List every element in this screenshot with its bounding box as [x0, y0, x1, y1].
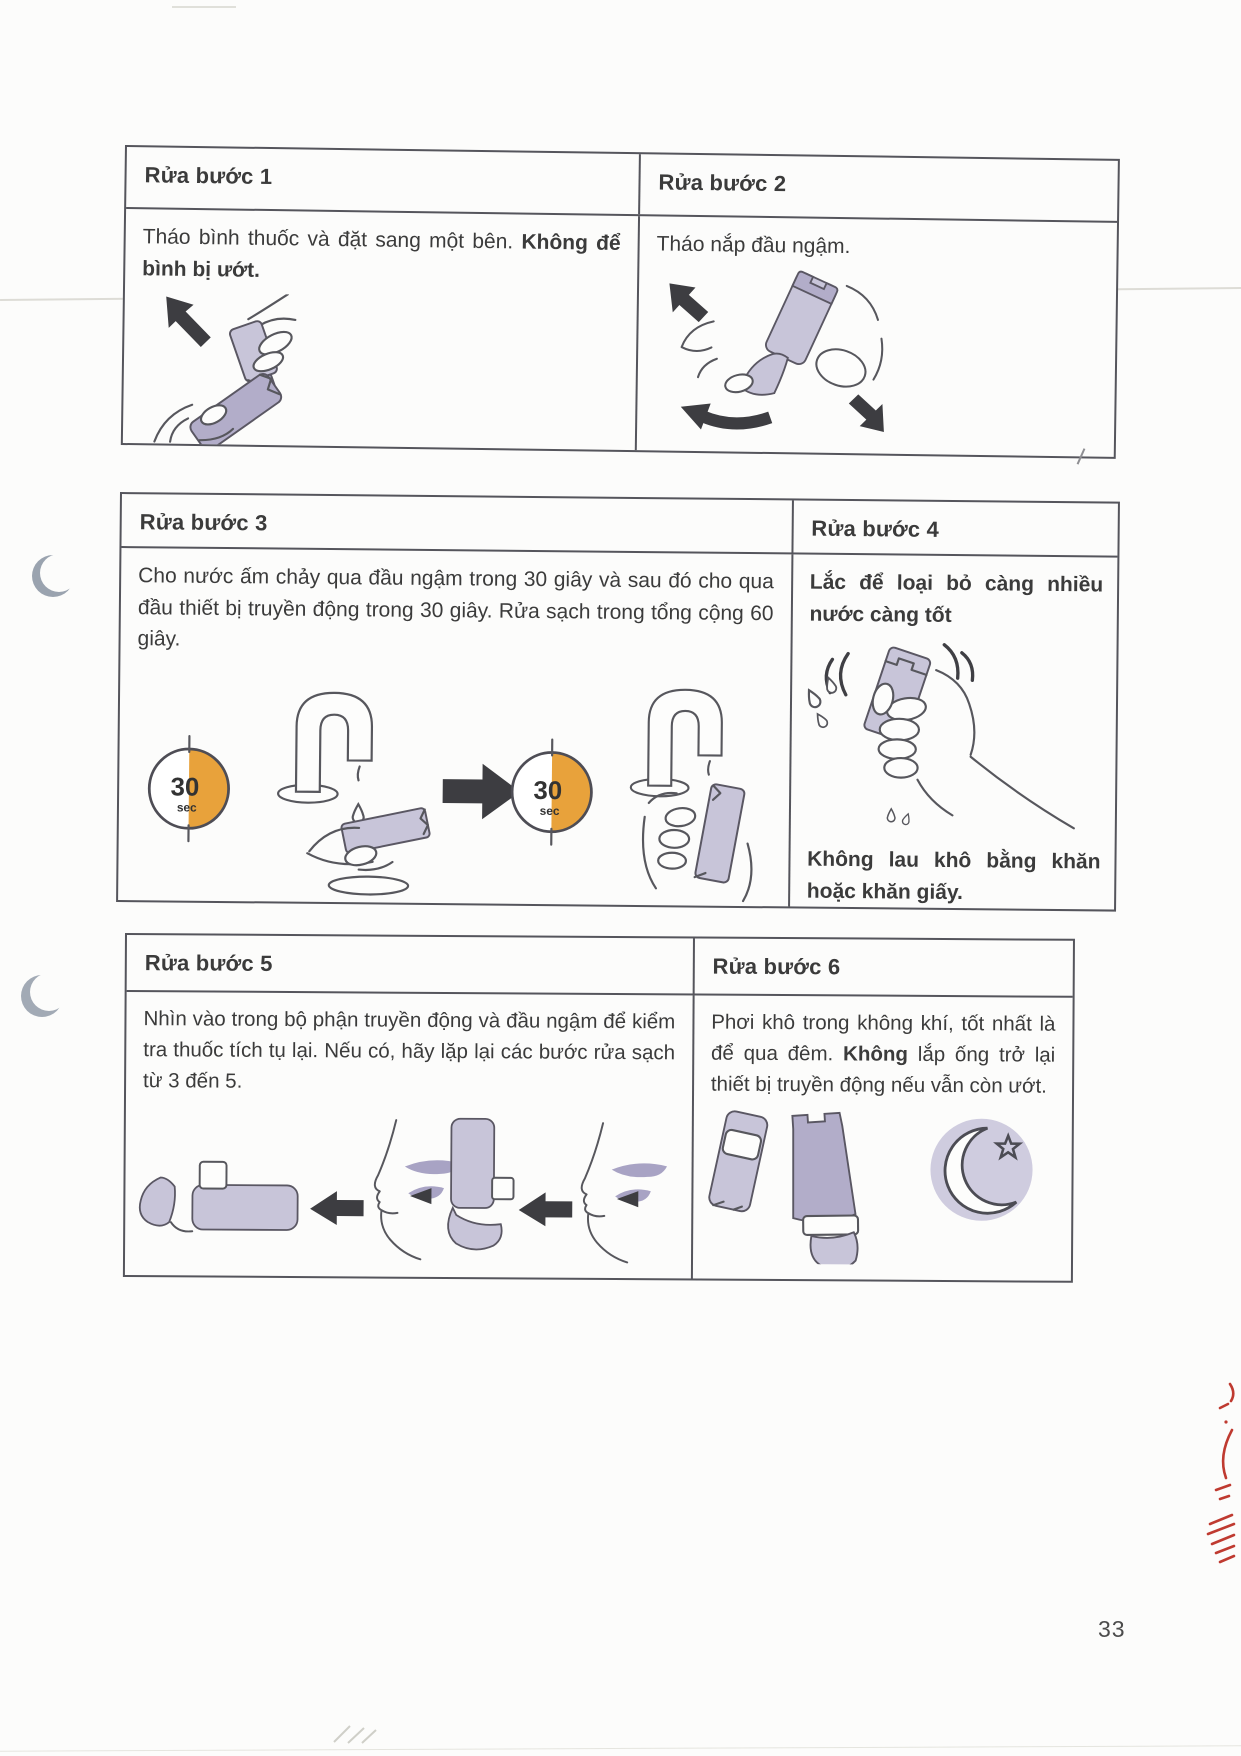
- actuator-with-open-cap: [140, 1162, 298, 1233]
- step-5-header: [127, 935, 695, 993]
- red-pen-scribble: [1206, 1378, 1241, 1578]
- shake-device-illustration: [794, 635, 1111, 834]
- step-6-cell: [693, 995, 1073, 1280]
- timer-30-sec-icon: [149, 735, 229, 841]
- scan-artifact-smudge: [330, 1722, 400, 1744]
- step-2-header: [640, 154, 1118, 221]
- step-6-text: Phơi khô trong không khí, tốt nhất là để qua đêm. Không lắp ống trở lại thiết bị truyền động nếu vẫn còn ướt.: [710, 1010, 1056, 1098]
- step-4-cell: [790, 554, 1118, 909]
- step-2-title: Rửa bước 2: [658, 169, 787, 197]
- hands-rinsing-actuator: [642, 782, 752, 900]
- next-arrow-icon: [442, 763, 520, 819]
- step-4-header: [793, 500, 1118, 555]
- step-5-cell: [125, 992, 695, 1278]
- svg-text:30: 30: [533, 776, 563, 805]
- overnight-moon-icon: [930, 1119, 1033, 1222]
- svg-text:30: 30: [170, 772, 200, 802]
- inhaler-with-mouthpiece-down: [448, 1119, 514, 1250]
- step-4-title: Rửa bước 4: [811, 515, 940, 542]
- step-5-title: Rửa bước 5: [144, 950, 273, 976]
- step-6-title: Rửa bước 6: [712, 953, 841, 980]
- wash-steps-table-1-2: [121, 145, 1120, 459]
- wash-steps-table-3-4: [116, 492, 1120, 912]
- step-3-header: [121, 494, 793, 552]
- step-1-title: Rửa bước 1: [144, 162, 273, 190]
- step-2-cell: [637, 216, 1117, 457]
- step-4-lead-text: Lắc để loại bỏ càng nhiều nước càng tốt: [809, 570, 1104, 627]
- mouthpiece-cover-part: [707, 1110, 768, 1213]
- step-4-note-text: Không lau khô bằng khăn hoặc khăn giấy.: [806, 847, 1101, 904]
- punch-hole: [20, 972, 70, 1022]
- inspect-parts-illustration: [135, 1104, 671, 1275]
- step-2-text: Tháo nắp đầu ngậm.: [656, 232, 851, 259]
- air-dry-overnight-illustration: [701, 1108, 1052, 1266]
- step-1-header: [126, 147, 641, 214]
- svg-text:sec: sec: [176, 799, 197, 815]
- step-3-title: Rửa bước 3: [139, 509, 268, 536]
- rinse-under-tap-illustration: [126, 669, 773, 905]
- wash-steps-table-5-6: [123, 933, 1075, 1283]
- hands-rinsing-mouthpiece: [307, 806, 431, 895]
- scan-artifact-line: [0, 1745, 1241, 1751]
- faucet-icon: [631, 689, 722, 797]
- step-5-text: Nhìn vào trong bộ phận truyền động và đầu ngậm để kiểm tra thuốc tích tụ lại. Nếu có, hãy lặp lại các bước rửa sạch từ 3 đến 5.: [143, 1007, 676, 1093]
- step-1-text: Tháo bình thuốc và đặt sang một bên. Không để bình bị ướt.: [142, 225, 621, 282]
- svg-text:sec: sec: [539, 803, 560, 818]
- remove-cap-illustration: [659, 266, 896, 437]
- step-1-cell: [123, 209, 640, 450]
- remove-canister-illustration: [133, 292, 535, 450]
- faucet-icon: [278, 692, 372, 803]
- punch-hole: [30, 552, 80, 602]
- step-6-header: [694, 938, 1073, 995]
- actuator-part: [787, 1112, 862, 1266]
- timer-30-sec-icon: [512, 739, 592, 845]
- step-3-cell: [118, 548, 793, 906]
- step-3-text: Cho nước ấm chảy qua đầu ngậm trong 30 giây và sau đó cho qua đầu thiết bị truyền động trong 30 giây. Rửa sạch trong tổng cộng 60 giây.: [137, 564, 774, 651]
- page-number: 33: [1098, 1616, 1126, 1642]
- scan-artifact-dash: [172, 6, 236, 8]
